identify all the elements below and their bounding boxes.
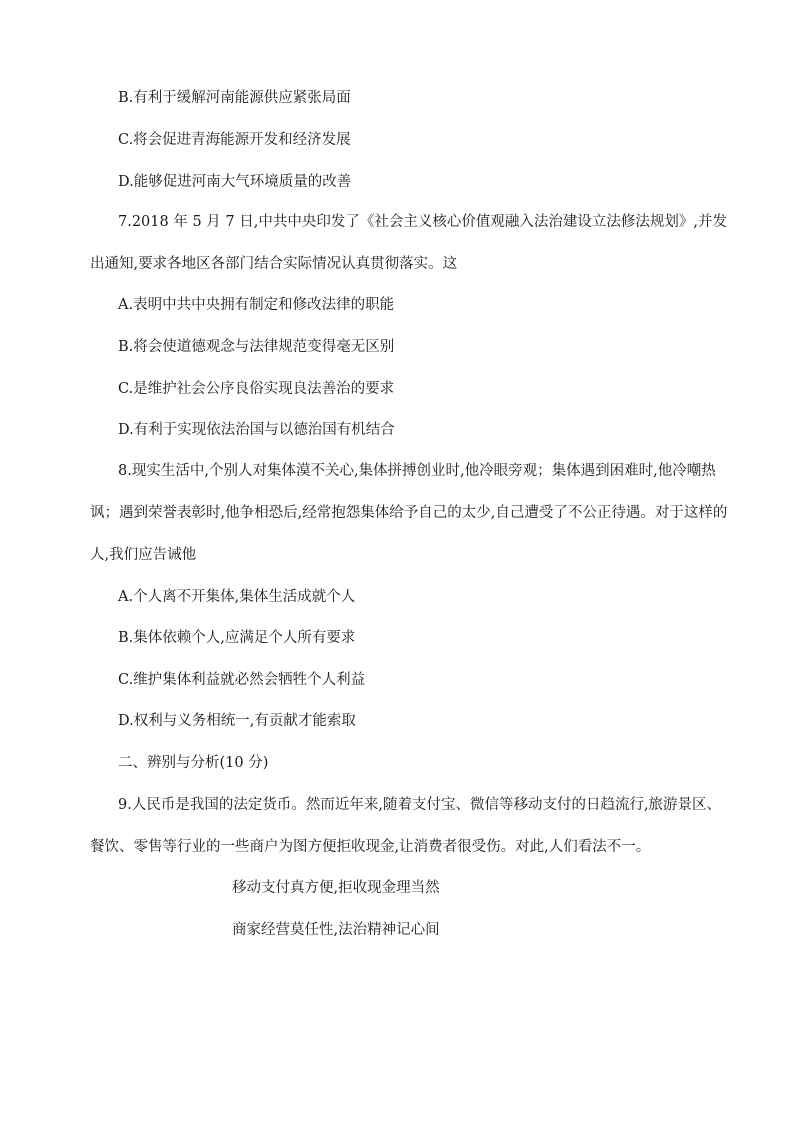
q9-stem-line2: 餐饮、零售等行业的一些商户为图方便拒收现金,让消费者很受伤。对此,人们看法不一。 [90,839,651,855]
q8-stem-line1: 8.现实生活中,个别人对集体漠不关心,集体拼搏创业时,他冷眼旁观；集体遇到困难时,他冷嘲热 [118,463,716,479]
section-heading: 二、辨别与分析(10 分) [118,755,269,771]
q8-stem-line3: 人,我们应告诫他 [90,547,197,563]
q6-option-b: B.有利于缓解河南能源供应紧张局面 [118,90,351,106]
q7-option-a: A.表明中共中央拥有制定和修改法律的职能 [118,297,395,313]
q8-option-a: A.个人离不开集体,集体生活成就个人 [118,589,356,605]
q6-option-d: D.能够促进河南大气环境质量的改善 [118,174,352,190]
q7-option-c: C.是维护社会公序良俗实现良法善治的要求 [118,381,395,397]
q9-viewpoint-1: 移动支付真方便,拒收现金理当然 [232,880,440,896]
q7-stem-line1: 7.2018 年 5 月 7 日,中共中央印发了《社会主义核心价值观融入法治建设立法修法规划》,并发 [118,214,727,230]
q8-option-b: B.集体依赖个人,应满足个人所有要求 [118,630,356,646]
q9-viewpoint-2: 商家经营莫任性,法治精神记心间 [232,922,440,938]
q7-stem-line2: 出通知,要求各地区各部门结合实际情况认真贯彻落实。这 [90,256,458,272]
q6-option-c: C.将会促进青海能源开发和经济发展 [118,132,351,148]
q7-option-d: D.有利于实现依法治国与以德治国有机结合 [118,422,395,438]
q8-option-d: D.权利与义务相统一,有贡献才能索取 [118,713,356,729]
q9-stem-line1: 9.人民币是我国的法定货币。然而近年来,随着支付宝、微信等移动支付的日趋流行,旅游景区、 [118,797,722,813]
q8-stem-line2: 讽；遇到荣誉表彰时,他争相恐后,经常抱怨集体给予自己的太少,自己遭受了不公正待遇。对于这样的 [90,505,728,521]
q8-option-c: C.维护集体利益就必然会牺牲个人利益 [118,672,366,688]
q7-option-b: B.将会使道德观念与法律规范变得毫无区别 [118,339,395,355]
